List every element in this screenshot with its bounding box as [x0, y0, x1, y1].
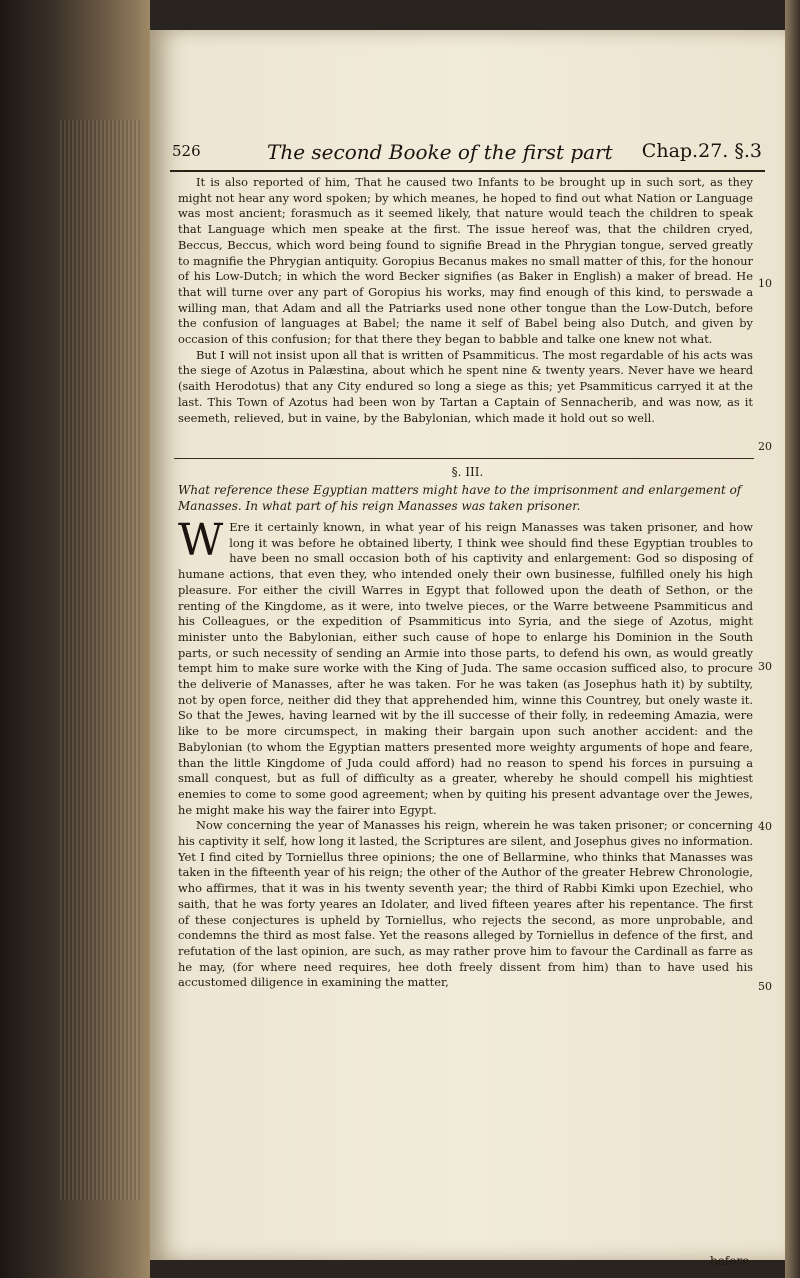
drop-capital: W: [178, 515, 224, 566]
page-number: 526: [172, 142, 201, 160]
paragraph: But I will not insist upon all that is written of Psammiticus. The most regardable of his acts was the siege of Azotus in Palæstina, about which he spent nine & twenty years. Never have we heard (saith Herodotus) that any City endured so long a siege as this; yet Psammiticus carryed it at the last. This Town of Azotus had been won by Tartan a Captain of Sennacherib, and was now, as it seemeth, relieved, but in vaine, by the Babylonian, which made it hold out so well.: [178, 347, 753, 425]
header-rule: [170, 170, 765, 172]
section-heading: What reference these Egyptian matters might have to the imprisonment and enlargement of Manasses. In what part of his reign Manasses was taken prisoner.: [178, 483, 742, 513]
chapter-label: Chap.27. §.3: [641, 140, 762, 162]
line-number: 10: [758, 277, 772, 290]
section-number: §. III.: [451, 465, 484, 479]
line-number: 30: [758, 660, 772, 673]
catchword: before: [710, 1254, 750, 1268]
section-text: [178, 515, 753, 991]
section-rule: [174, 458, 754, 459]
line-number: 40: [758, 820, 772, 833]
line-number: 20: [758, 440, 772, 453]
line-number: 50: [758, 980, 772, 993]
paragraph: It is also reported of him, That he caused two Infants to be brought up in such sort, as they might not hear any word spoken; by which meanes, he hoped to find out what Nation or Language was most ancient; forasmuch as it seemed likely, that nature would teach the children to speak that Language which men speake at the first. The issue hereof was, that the children cryed, Beccus, Beccus, which word being found to signifie Bread in the Phrygian tongue, served greatly to magnifie the Phrygian antiquity. Goropius Becanus makes no small matter of this, for the honour of his Low-Dutch; in which the word Becker signifies (as Baker in English) a maker of bread. He that will turne over any part of Goropius his works, may find enough of this kind, to perswade a willing man, that Adam and all the Patriarks used none other tongue than the Low-Dutch, before the confusion of languages at Babel; the name it self of Babel being also Dutch, and given by occasion of this confusion; for that there they began to babble and talke one knew not what.: [178, 175, 753, 347]
book-spine-edge: [0, 0, 150, 1278]
running-header: [172, 140, 762, 172]
opening-text: [178, 175, 753, 426]
running-title: The second Booke of the first part: [267, 140, 613, 164]
page-edge-shadow: [785, 0, 800, 1278]
paragraph-text: Ere it certainly known, in what year of his reign Manasses was taken prisoner, and how long it was before he obtained liberty, I think wee should find these Egyptian troubles to have been no small occasion both of his captivity and enlargement: God so disposing of humane actions, that even they, who intended onely their own businesse, fulfilled onely his high pleasure. For either the civill Warres in Egypt that followed upon the death of Sethon, or the renting of the Kingdome, as it were, into twelve pieces, or the Warre betweene Psammiticus and his Colleagues, or the expedition of Psammiticus into Syria, and the siege of Azotus, might minister unto the Babylonian, either such cause of hope to enlarge his Dominion in the South parts, or such necessity of sending an Armie into those parts, to defend his own, as would greatly tempt him to make sure worke with the King of Juda. The same occasion sufficed also, to procure the deliverie of Manasses, after he was taken. For he was taken (as Josephus hath it) by subtilty, not by open force, neither did they that apprehended him, winne this Countrey, but onely waste it. So that the Jewes, having learned wit by the ill successe of their folly, in redeeming Amazia, were like to be more circumspect, in making their bargain upon such another accident: and the Babylonian (to whom the Egyptian matters presented more weighty arguments of hope and feare, than the little Kingdome of Juda could afford) had no reason to spend his forces in pursuing a small conquest, but as full of difficulty as a greater, whereby he should compell his mightiest enemies to come to some good agreement; when by quiting his present advantage over the Jewes, he might make his way the fairer into Egypt.: [178, 520, 753, 817]
book-page: [150, 30, 785, 1268]
paragraph: [178, 515, 753, 818]
paragraph: Now concerning the year of Manasses his reign, wherein he was taken prisoner; or concerning his captivity it self, how long it lasted, the Scriptures are silent, and Josephus gives no information. Yet I find cited by Torniellus three opinions; the one of Bellarmine, who thinks that Manasses was taken in the fifteenth year of his reign; the other of the Author of the greater Hebrew Chronologie, who affirmes, that it was in his twenty seventh year; the third of Rabbi Kimki upon Ezechiel, who saith, that he was forty yeares an Idolater, and lived fifteen yeares after his repentance. The first of these conjectures is upheld by Torniellus, who rejects the second, as more unprobable, and condemns the third as most false. Yet the reasons alleged by Torniellus in defence of the first, and refutation of the last opinion, are such, as may rather prove him to favour the Cardinall as farre as he may, (for where need requires, hee doth freely dissent from him) than to have used his accustomed diligence in examining the matter,: [178, 818, 753, 990]
